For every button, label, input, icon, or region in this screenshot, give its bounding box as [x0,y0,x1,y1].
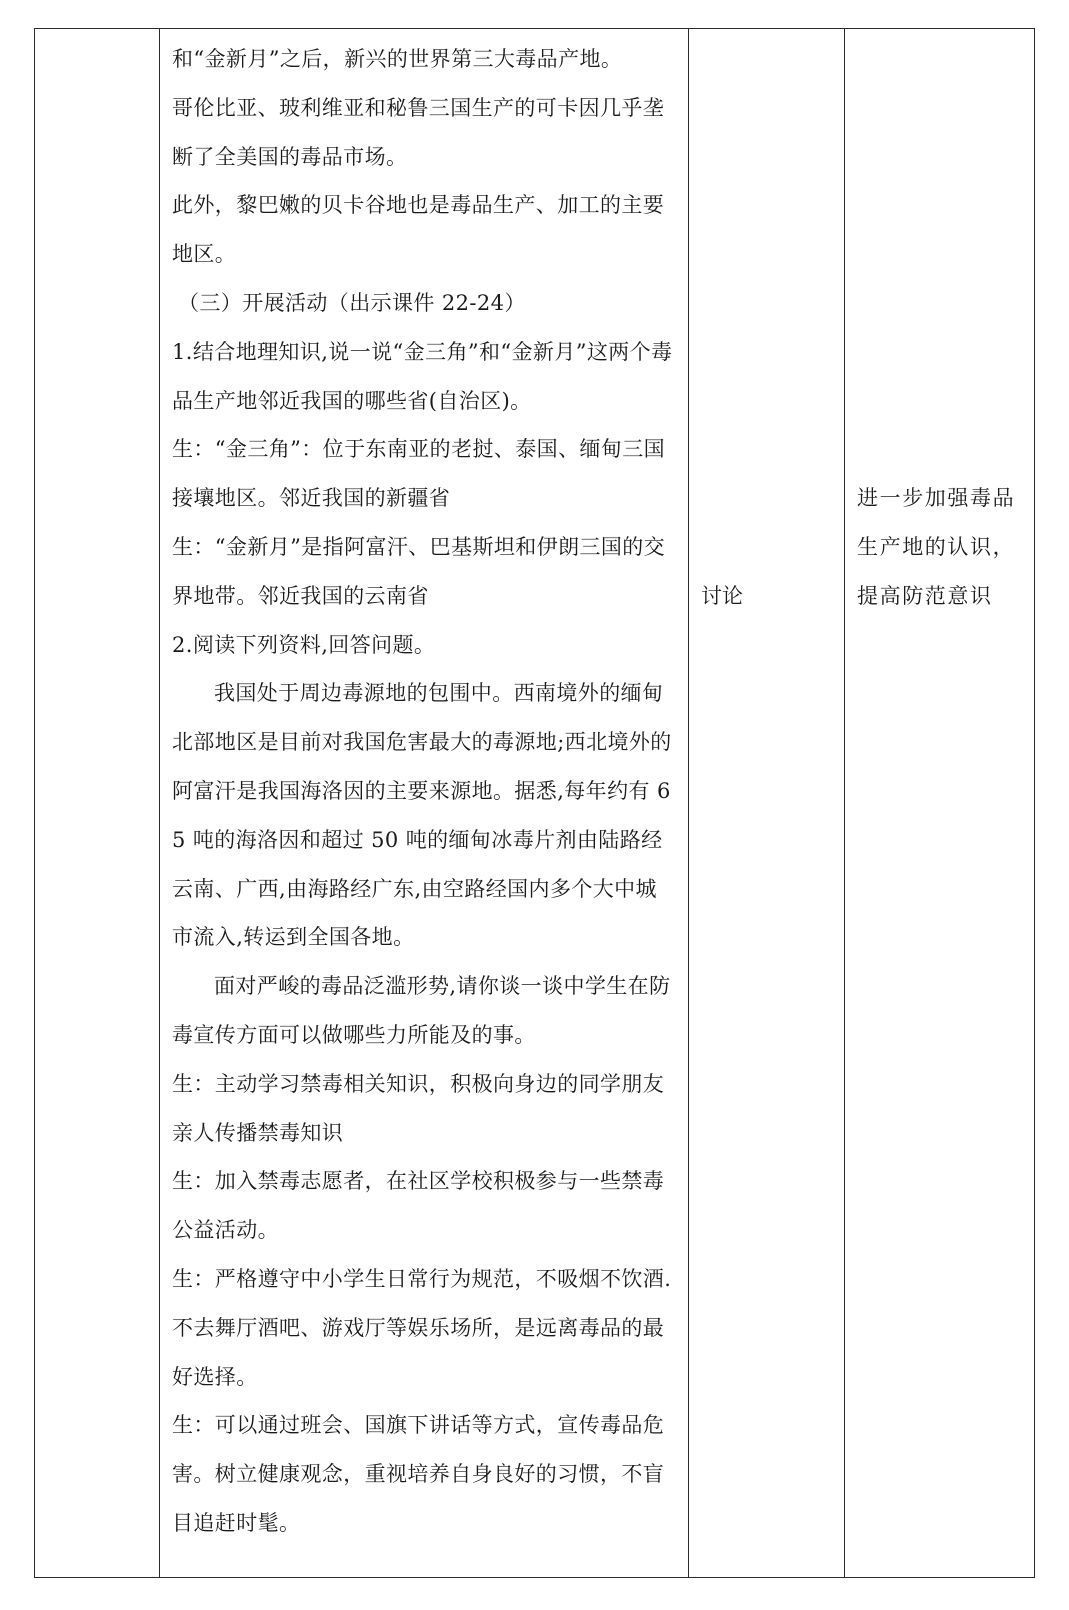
content-paragraph: 和“金新月”之后，新兴的世界第三大毒品产地。 [172,47,623,71]
student-answer: 生：主动学习禁毒相关知识，积极向身边的同学朋友亲人传播禁毒知识 [172,1071,665,1145]
section-heading: （三）开展活动（出示课件 22-24） [178,290,526,315]
design-purpose-cell [845,29,1035,1578]
teaching-method-cell [689,29,845,1578]
table-row [35,29,1035,1578]
student-answer: 生：可以通过班会、国旗下讲话等方式，宣传毒品危害。树立健康观念，重视培养自身良好的习惯，不盲目追赶时髦。 [172,1413,665,1535]
student-answer: 生：加入禁毒志愿者，在社区学校积极参与一些禁毒公益活动。 [172,1169,665,1243]
teaching-content-cell [160,29,689,1578]
question-paragraph: 面对严峻的毒品泛滥形势,请你谈一谈中学生在防毒宣传方面可以做哪些力所能及的事。 [172,974,671,1047]
content-paragraph: 生：“金新月”是指阿富汗、巴基斯坦和伊朗三国的交界地带。邻近我国的云南省 [172,534,666,608]
student-answer: 生：严格遵守中小学生日常行为规范，不吸烟不饮酒.不去舞厅酒吧、游戏厅等娱乐场所，是远离毒品的最好选择。 [172,1266,672,1389]
content-paragraph: 1.结合地理知识,说一说“金三角”和“金新月”这两个毒品生产地邻近我国的哪些省(自治区)。 [172,339,673,413]
reading-material-paragraph: 我国处于周边毒源地的包围中。西南境外的缅甸北部地区是目前对我国危害最大的毒源地;西北境外的阿富汗是我国海洛因的主要来源地。据悉,每年约有 65 吨的海洛因和超过 50 吨的缅甸冰毒片剂由陆路经云南、广西,由海路经广东,由空路经国内多个大中城市流入,转运到全国各地。 [172,681,672,950]
empty-stage-cell [35,29,160,1578]
design-purpose-text: 进一步加强毒品生产地的认识，提高防范意识 [857,486,1016,608]
lesson-plan-table [34,28,1035,1578]
content-paragraph: 哥伦比亚、玻利维亚和秘鲁三国生产的可卡因几乎垄断了全美国的毒品市场。 [172,95,665,169]
content-paragraph: 生：“金三角”：位于东南亚的老挝、泰国、缅甸三国接壤地区。邻近我国的新疆省 [172,437,666,511]
teaching-method-text: 讨论 [701,584,743,608]
content-paragraph: 此外，黎巴嫩的贝卡谷地也是毒品生产、加工的主要地区。 [172,193,665,267]
content-paragraph: 2.阅读下列资料,回答问题。 [172,632,436,657]
